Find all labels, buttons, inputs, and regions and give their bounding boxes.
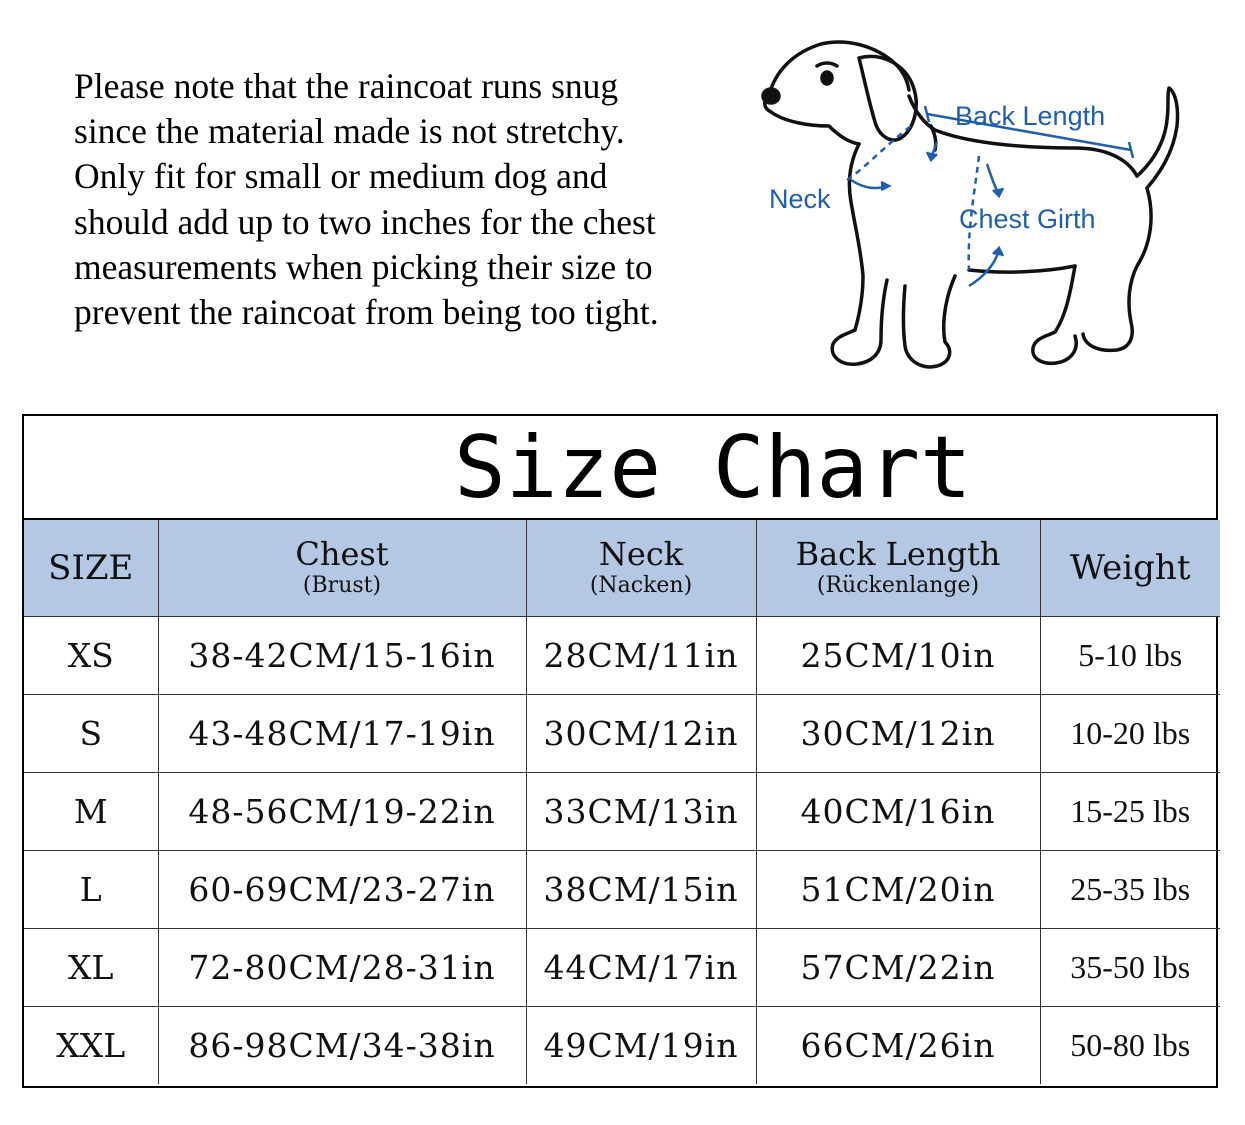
chest-cell: 72-80CM/28-31in (158, 929, 526, 1007)
size-cell: S (24, 695, 158, 773)
weight-cell: 5-10 lbs (1040, 617, 1220, 695)
fit-note-line: Please note that the raincoat runs snug (74, 66, 619, 106)
fit-note (74, 64, 734, 335)
size-header-label: SIZE (48, 548, 134, 588)
weight-cell: 10-20 lbs (1040, 695, 1220, 773)
size-cell: L (24, 851, 158, 929)
neck-cell: 38CM/15in (526, 851, 756, 929)
weight-cell: 15-25 lbs (1040, 773, 1220, 851)
header-row (24, 520, 1220, 617)
neck-header-label: Neck (598, 535, 684, 573)
dog-measurement-diagram (755, 30, 1195, 390)
size-cell: XS (24, 617, 158, 695)
fit-note-line: measurements when picking their size to (74, 246, 653, 287)
table-row (24, 1007, 1220, 1085)
size-header (24, 520, 158, 617)
back-length-cell: 51CM/20in (756, 851, 1040, 929)
size-chart (22, 414, 1218, 1088)
chest-girth-label: Chest Girth (959, 204, 1096, 234)
chest-cell: 86-98CM/34-38in (158, 1007, 526, 1085)
table-row (24, 773, 1220, 851)
back-length-cell: 25CM/10in (756, 617, 1040, 695)
fit-note-line: Only fit for small or medium dog and (74, 156, 608, 197)
weight-header (1040, 520, 1220, 617)
size-chart-title: Size Chart (24, 416, 1216, 520)
chest-cell: 38-42CM/15-16in (158, 617, 526, 695)
weight-cell: 25-35 lbs (1040, 851, 1220, 929)
back-length-cell: 40CM/16in (756, 773, 1040, 851)
chest-header-sublabel: (Brust) (302, 573, 382, 598)
chest-cell: 43-48CM/17-19in (158, 695, 526, 773)
weight-cell: 50-80 lbs (1040, 1007, 1220, 1085)
fit-note-line: since the material made is not stretchy. (74, 111, 625, 152)
table-row (24, 695, 1220, 773)
weight-cell: 35-50 lbs (1040, 929, 1220, 1007)
weight-header-label: Weight (1070, 548, 1191, 588)
fit-note-line: should add up to two inches for the chest (74, 201, 656, 242)
back-length-header-label: Back Length (795, 535, 1001, 573)
size-cell: M (24, 773, 158, 851)
neck-cell: 33CM/13in (526, 773, 756, 851)
fit-note-line: prevent the raincoat from being too tight. (74, 292, 659, 333)
neck-header (526, 520, 756, 617)
back-length-cell: 66CM/26in (756, 1007, 1040, 1085)
chest-cell: 48-56CM/19-22in (158, 773, 526, 851)
neck-cell: 49CM/19in (526, 1007, 756, 1085)
neck-cell: 28CM/11in (526, 617, 756, 695)
neck-label: Neck (769, 184, 831, 214)
chest-header-label: Chest (295, 535, 389, 573)
back-length-cell: 30CM/12in (756, 695, 1040, 773)
table-row (24, 617, 1220, 695)
neck-cell: 44CM/17in (526, 929, 756, 1007)
back-length-header (756, 520, 1040, 617)
size-table (24, 520, 1220, 1084)
size-cell: XL (24, 929, 158, 1007)
neck-cell: 30CM/12in (526, 695, 756, 773)
size-cell: XXL (24, 1007, 158, 1085)
table-row (24, 851, 1220, 929)
chest-header (158, 520, 526, 617)
chest-cell: 60-69CM/23-27in (158, 851, 526, 929)
dog-illustration (755, 30, 1195, 390)
neck-header-sublabel: (Nacken) (589, 573, 693, 598)
table-row (24, 929, 1220, 1007)
back-length-header-sublabel: (Rückenlange) (816, 573, 980, 598)
back-length-label: Back Length (955, 101, 1106, 131)
back-length-cell: 57CM/22in (756, 929, 1040, 1007)
